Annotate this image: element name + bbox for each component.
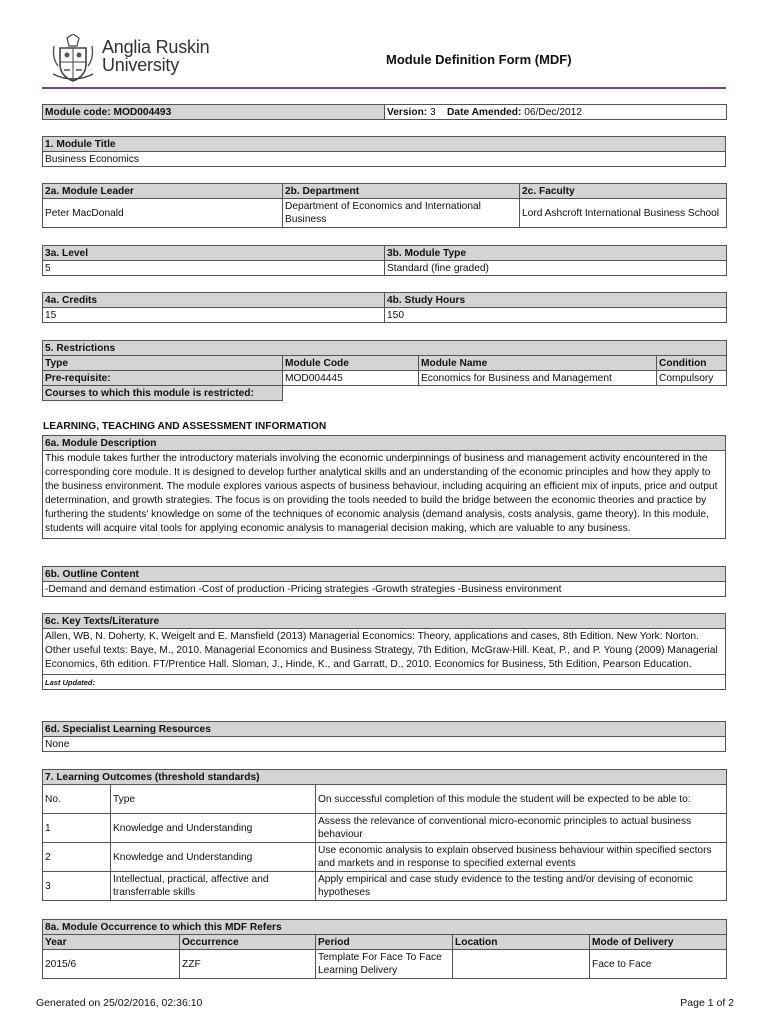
outline-text: -Demand and demand estimation -Cost of production -Pricing strategies -Growth strategies -Business environment (43, 582, 726, 597)
occurrence-code: ZZF (180, 950, 316, 979)
header-divider (42, 87, 726, 89)
restrictions-table (42, 340, 727, 401)
occurrence-col-delivery: Mode of Delivery (590, 935, 727, 950)
outcome-desc: Apply empirical and case study evidence to the testing and/or devising of economic hypotheses (316, 872, 727, 901)
module-code: MOD004493 (113, 106, 172, 118)
leader-table (42, 183, 727, 228)
outcome-type: Intellectual, practical, affective and transferrable skills (111, 872, 316, 901)
page-number: Page 1 of 2 (680, 997, 734, 1009)
credits-table (42, 292, 727, 323)
version-cell: Version: 3 Date Amended: 06/Dec/2012 (385, 105, 727, 120)
department-value: Department of Economics and International Business (283, 199, 520, 228)
restrictions-col-condition: Condition (657, 356, 727, 371)
table-row (43, 872, 727, 901)
table-row (43, 950, 727, 979)
credits-label: 4a. Credits (43, 293, 385, 308)
module-title-table (42, 136, 726, 167)
restricted-courses-label: Courses to which this module is restricted: (43, 386, 283, 401)
occurrence-year: 2015/6 (43, 950, 180, 979)
resources-label: 6d. Specialist Learning Resources (43, 722, 726, 737)
restrictions-label: 5. Restrictions (43, 341, 727, 356)
outcome-desc: Assess the relevance of conventional micro-economic principles to actual business behaviour (316, 814, 727, 843)
occurrence-table (42, 919, 727, 979)
module-title-value: Business Economics (43, 152, 726, 167)
level-label: 3a. Level (43, 246, 385, 261)
faculty-value: Lord Ashcroft International Business School (520, 199, 727, 228)
module-meta-table (42, 104, 727, 120)
key-texts-text: Allen, WB, N. Doherty, K, Weigelt and E. Mansfield (2013) Managerial Economics: Theory, applications and cases, 8th Edition. New York: Norton. Other useful texts: Baye, M., 2010. Managerial Economics and Business Strategy, 7th Edition, McGraw-Hill. Keat, P., and P. Young (2009) Managerial Economics, 6th edition. FT/Prentice Hall. Sloman, J., Hinde, K., and Garratt, D., 2010. Economics for Business, 5th Edition, Pearson Education. (43, 629, 726, 675)
outline-table (42, 566, 726, 597)
level-value: 5 (43, 261, 385, 276)
university-logo (50, 34, 210, 84)
occurrence-col-location: Location (453, 935, 590, 950)
outcome-no: 2 (43, 843, 111, 872)
crest-icon (50, 34, 96, 84)
study-hours-label: 4b. Study Hours (385, 293, 727, 308)
outcome-type: Knowledge and Understanding (111, 814, 316, 843)
occurrence-period: Template For Face To Face Learning Delivery (316, 950, 453, 979)
outcomes-table (42, 769, 727, 901)
prerequisite-label: Pre-requisite: (43, 371, 283, 386)
resources-table (42, 721, 726, 752)
last-updated: Last Updated: (43, 675, 726, 690)
prerequisite-code: MOD004445 (283, 371, 419, 386)
outcome-desc: Use economic analysis to explain observed business behaviour within specified sectors and markets and in response to specified external events (316, 843, 727, 872)
outcomes-col-type: Type (111, 785, 316, 814)
level-table (42, 245, 727, 276)
generated-timestamp: Generated on 25/02/2016, 02:36:10 (36, 997, 203, 1009)
occurrence-location (453, 950, 590, 979)
description-table (42, 435, 726, 539)
module-code-cell: Module code: MOD004493 (43, 105, 385, 120)
occurrence-col-occurrence: Occurrence (180, 935, 316, 950)
key-texts-label: 6c. Key Texts/Literature (43, 614, 726, 629)
page-title: Module Definition Form (MDF) (386, 52, 572, 67)
outcomes-col-desc: On successful completion of this module the student will be expected to be able to: (316, 785, 727, 814)
restrictions-col-name: Module Name (419, 356, 657, 371)
occurrence-delivery: Face to Face (590, 950, 727, 979)
university-name: Anglia Ruskin University (102, 37, 210, 75)
department-label: 2b. Department (283, 184, 520, 199)
outline-label: 6b. Outline Content (43, 567, 726, 582)
leader-label: 2a. Module Leader (43, 184, 283, 199)
date-amended: 06/Dec/2012 (524, 106, 583, 118)
module-type-label: 3b. Module Type (385, 246, 727, 261)
study-hours-value: 150 (385, 308, 727, 323)
version-value: 3 (430, 106, 436, 118)
outcome-no: 1 (43, 814, 111, 843)
occurrence-col-year: Year (43, 935, 180, 950)
lta-heading: LEARNING, TEACHING AND ASSESSMENT INFORMATION (43, 421, 327, 432)
faculty-label: 2c. Faculty (520, 184, 727, 199)
restrictions-col-type: Type (43, 356, 283, 371)
description-text: This module takes further the introductory materials involving the economic underpinnings of business and management activity encountered in the corresponding core module. It is designed to develop further analytical skills and an understanding of the economic principles and how they apply to the business environment. The module explores various aspects of business behaviour, including acquiring an efficient mix of inputs, price and output determination, and growth strategies. The focus is on providing the tools needed to build the bridge between the economic theories and practice by furthering the students' knowledge on some of the techniques of economic analysis (demand analysis, costs analysis, game theory). In this module, students will acquire vital tools for applying economic analysis to managerial decision making, which are valuable to any business. (43, 451, 726, 539)
outcomes-label: 7. Learning Outcomes (threshold standards) (43, 770, 727, 785)
occurrence-col-period: Period (316, 935, 453, 950)
credits-value: 15 (43, 308, 385, 323)
module-type-value: Standard (fine graded) (385, 261, 727, 276)
resources-value: None (43, 737, 726, 752)
table-row (43, 814, 727, 843)
restrictions-col-code: Module Code (283, 356, 419, 371)
occurrence-label: 8a. Module Occurrence to which this MDF Refers (43, 920, 727, 935)
leader-value: Peter MacDonald (43, 199, 283, 228)
prerequisite-name: Economics for Business and Management (419, 371, 657, 386)
key-texts-table (42, 613, 726, 690)
table-row (43, 843, 727, 872)
outcome-type: Knowledge and Understanding (111, 843, 316, 872)
module-title-label: 1. Module Title (43, 137, 726, 152)
prerequisite-condition: Compulsory (657, 371, 727, 386)
outcomes-col-no: No. (43, 785, 111, 814)
description-label: 6a. Module Description (43, 436, 726, 451)
outcome-no: 3 (43, 872, 111, 901)
